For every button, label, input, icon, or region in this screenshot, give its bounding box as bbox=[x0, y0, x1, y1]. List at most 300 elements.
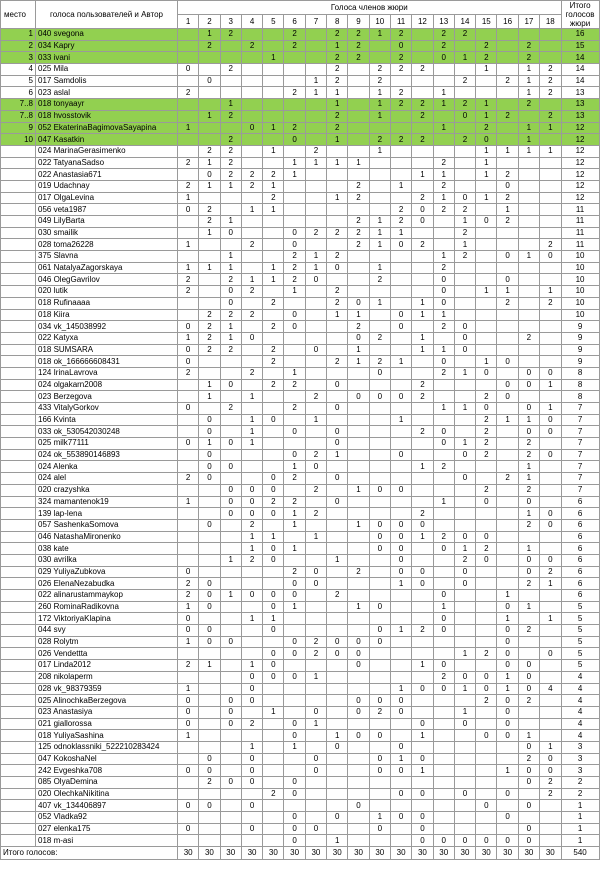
vote-cell: 0 bbox=[433, 835, 454, 847]
vote-cell bbox=[305, 52, 326, 64]
vote-cell bbox=[433, 332, 454, 344]
vote-cell: 2 bbox=[284, 473, 305, 485]
vote-cell bbox=[540, 192, 562, 204]
vote-cell: 1 bbox=[476, 356, 497, 368]
vote-cell bbox=[241, 449, 262, 461]
vote-cell bbox=[454, 636, 475, 648]
vote-cell: 1 bbox=[284, 169, 305, 181]
place-cell bbox=[1, 367, 36, 379]
header-judge: 16 bbox=[497, 15, 518, 29]
place-cell: 6 bbox=[1, 87, 36, 99]
vote-cell bbox=[284, 765, 305, 777]
vote-cell bbox=[348, 718, 369, 730]
vote-cell bbox=[327, 753, 348, 765]
vote-cell bbox=[540, 204, 562, 216]
vote-cell bbox=[327, 216, 348, 228]
vote-cell bbox=[518, 812, 539, 824]
vote-cell bbox=[390, 648, 411, 660]
vote-cell bbox=[220, 800, 241, 812]
vote-cell bbox=[476, 75, 497, 87]
table-row bbox=[1, 180, 600, 192]
vote-cell bbox=[412, 496, 433, 508]
vote-cell bbox=[390, 438, 411, 450]
vote-cell: 1 bbox=[412, 531, 433, 543]
place-cell bbox=[1, 414, 36, 426]
vote-cell bbox=[178, 216, 199, 228]
place-cell: 3 bbox=[1, 52, 36, 64]
vote-cell: 0 bbox=[518, 403, 539, 415]
vote-cell: 0 bbox=[199, 75, 220, 87]
vote-cell: 2 bbox=[348, 566, 369, 578]
vote-cell bbox=[518, 216, 539, 228]
vote-cell: 2 bbox=[518, 695, 539, 707]
vote-cell bbox=[433, 741, 454, 753]
vote-cell bbox=[327, 344, 348, 356]
vote-cell: 1 bbox=[263, 613, 284, 625]
header-judge: 6 bbox=[284, 15, 305, 29]
vote-cell: 0 bbox=[284, 636, 305, 648]
vote-cell: 2 bbox=[390, 216, 411, 228]
vote-cell bbox=[497, 64, 518, 76]
vote-cell: 2 bbox=[348, 40, 369, 52]
vote-cell bbox=[433, 391, 454, 403]
vote-cell: 1 bbox=[305, 671, 326, 683]
footer-total-cell: 540 bbox=[561, 847, 599, 860]
vote-cell bbox=[241, 706, 262, 718]
vote-cell: 1 bbox=[241, 613, 262, 625]
vote-cell: 1 bbox=[178, 192, 199, 204]
total-cell: 2 bbox=[561, 788, 599, 800]
vote-cell bbox=[199, 496, 220, 508]
vote-cell bbox=[390, 508, 411, 520]
vote-cell bbox=[348, 765, 369, 777]
place-cell: 1 bbox=[1, 29, 36, 41]
vote-cell bbox=[540, 590, 562, 602]
vote-cell: 0 bbox=[284, 227, 305, 239]
vote-cell: 2 bbox=[412, 391, 433, 403]
vote-cell bbox=[199, 566, 220, 578]
vote-cell: 1 bbox=[305, 531, 326, 543]
vote-cell: 2 bbox=[433, 671, 454, 683]
vote-cell bbox=[540, 660, 562, 672]
vote-cell bbox=[476, 613, 497, 625]
vote-cell: 0 bbox=[241, 496, 262, 508]
vote-cell bbox=[454, 730, 475, 742]
vote-cell bbox=[540, 216, 562, 228]
vote-cell bbox=[540, 99, 562, 111]
vote-cell bbox=[518, 262, 539, 274]
vote-cell bbox=[220, 648, 241, 660]
vote-cell: 1 bbox=[348, 356, 369, 368]
vote-cell: 2 bbox=[305, 636, 326, 648]
vote-cell: 0 bbox=[263, 625, 284, 637]
total-cell: 16 bbox=[561, 29, 599, 41]
vote-cell bbox=[412, 122, 433, 134]
vote-cell bbox=[454, 601, 475, 613]
vote-cell: 0 bbox=[540, 765, 562, 777]
author-cell: 026 Vendettta bbox=[36, 648, 178, 660]
vote-cell: 0 bbox=[454, 449, 475, 461]
vote-cell bbox=[305, 239, 326, 251]
table-row bbox=[1, 122, 600, 134]
vote-cell bbox=[433, 777, 454, 789]
vote-cell bbox=[369, 286, 390, 298]
vote-cell: 0 bbox=[284, 321, 305, 333]
vote-cell bbox=[220, 578, 241, 590]
vote-cell: 0 bbox=[263, 590, 284, 602]
vote-cell bbox=[433, 519, 454, 531]
vote-cell bbox=[284, 625, 305, 637]
vote-cell bbox=[369, 473, 390, 485]
vote-cell bbox=[390, 169, 411, 181]
vote-cell bbox=[497, 426, 518, 438]
vote-cell bbox=[199, 251, 220, 263]
vote-cell bbox=[390, 777, 411, 789]
vote-cell: 0 bbox=[497, 835, 518, 847]
vote-cell bbox=[390, 636, 411, 648]
place-cell: 10 bbox=[1, 134, 36, 146]
vote-cell bbox=[241, 356, 262, 368]
vote-cell: 1 bbox=[178, 332, 199, 344]
vote-cell bbox=[476, 251, 497, 263]
vote-cell: 0 bbox=[284, 730, 305, 742]
vote-cell bbox=[241, 64, 262, 76]
vote-cell: 0 bbox=[412, 788, 433, 800]
vote-cell bbox=[476, 788, 497, 800]
vote-cell bbox=[241, 145, 262, 157]
vote-cell: 2 bbox=[369, 75, 390, 87]
vote-cell bbox=[369, 590, 390, 602]
vote-cell bbox=[263, 519, 284, 531]
vote-cell bbox=[540, 835, 562, 847]
vote-cell bbox=[412, 590, 433, 602]
vote-cell: 1 bbox=[284, 508, 305, 520]
vote-cell: 2 bbox=[497, 192, 518, 204]
vote-cell bbox=[241, 835, 262, 847]
place-cell bbox=[1, 543, 36, 555]
vote-cell bbox=[497, 800, 518, 812]
total-cell: 5 bbox=[561, 601, 599, 613]
vote-cell bbox=[433, 566, 454, 578]
vote-cell bbox=[369, 379, 390, 391]
vote-cell: 0 bbox=[433, 613, 454, 625]
vote-cell: 2 bbox=[518, 578, 539, 590]
vote-cell: 2 bbox=[454, 134, 475, 146]
author-cell: 260 RominaRadikovna bbox=[36, 601, 178, 613]
table-row bbox=[1, 590, 600, 602]
vote-cell bbox=[433, 753, 454, 765]
vote-cell bbox=[327, 414, 348, 426]
vote-cell bbox=[369, 309, 390, 321]
vote-cell: 2 bbox=[390, 87, 411, 99]
vote-cell: 1 bbox=[327, 134, 348, 146]
vote-cell bbox=[540, 52, 562, 64]
vote-cell bbox=[433, 636, 454, 648]
vote-cell bbox=[497, 344, 518, 356]
vote-cell bbox=[497, 461, 518, 473]
header-judge: 9 bbox=[348, 15, 369, 29]
vote-cell bbox=[412, 636, 433, 648]
vote-cell: 2 bbox=[348, 216, 369, 228]
vote-cell: 1 bbox=[518, 543, 539, 555]
vote-cell bbox=[284, 216, 305, 228]
vote-cell bbox=[454, 496, 475, 508]
total-cell: 12 bbox=[561, 122, 599, 134]
total-cell: 5 bbox=[561, 648, 599, 660]
vote-cell: 0 bbox=[220, 636, 241, 648]
vote-cell bbox=[348, 87, 369, 99]
header-total-line1: Итого bbox=[569, 1, 591, 10]
vote-cell: 0 bbox=[390, 531, 411, 543]
table-row bbox=[1, 134, 600, 146]
vote-cell: 2 bbox=[305, 484, 326, 496]
vote-cell bbox=[284, 531, 305, 543]
vote-cell: 0 bbox=[327, 438, 348, 450]
vote-cell: 2 bbox=[497, 473, 518, 485]
vote-cell: 2 bbox=[518, 52, 539, 64]
vote-cell bbox=[412, 180, 433, 192]
author-cell: 047 Kasatkin bbox=[36, 134, 178, 146]
total-cell: 3 bbox=[561, 765, 599, 777]
author-cell: 024 MarinaGerasimenko bbox=[36, 145, 178, 157]
vote-cell bbox=[284, 99, 305, 111]
total-cell: 13 bbox=[561, 87, 599, 99]
vote-cell: 2 bbox=[178, 274, 199, 286]
vote-cell bbox=[241, 788, 262, 800]
place-cell bbox=[1, 286, 36, 298]
vote-cell bbox=[305, 321, 326, 333]
vote-cell bbox=[454, 145, 475, 157]
total-cell: 5 bbox=[561, 613, 599, 625]
vote-cell bbox=[284, 438, 305, 450]
total-cell: 10 bbox=[561, 251, 599, 263]
vote-cell: 1 bbox=[241, 391, 262, 403]
footer-vote-cell: 30 bbox=[369, 847, 390, 860]
total-cell: 7 bbox=[561, 414, 599, 426]
vote-cell: 0 bbox=[241, 683, 262, 695]
vote-cell bbox=[390, 110, 411, 122]
vote-cell: 0 bbox=[305, 765, 326, 777]
vote-cell: 2 bbox=[220, 64, 241, 76]
table-row bbox=[1, 438, 600, 450]
vote-cell bbox=[497, 29, 518, 41]
vote-cell bbox=[178, 753, 199, 765]
vote-cell: 0 bbox=[241, 671, 262, 683]
vote-cell bbox=[454, 286, 475, 298]
vote-cell: 1 bbox=[454, 683, 475, 695]
vote-cell bbox=[327, 578, 348, 590]
vote-cell: 2 bbox=[390, 134, 411, 146]
vote-cell bbox=[369, 204, 390, 216]
vote-cell: 1 bbox=[327, 449, 348, 461]
vote-cell bbox=[476, 765, 497, 777]
vote-cell bbox=[369, 660, 390, 672]
vote-cell bbox=[220, 75, 241, 87]
vote-cell: 0 bbox=[178, 64, 199, 76]
vote-cell bbox=[369, 122, 390, 134]
total-cell: 7 bbox=[561, 426, 599, 438]
vote-cell bbox=[348, 753, 369, 765]
vote-cell: 1 bbox=[412, 660, 433, 672]
vote-cell: 2 bbox=[284, 262, 305, 274]
vote-cell: 2 bbox=[199, 321, 220, 333]
vote-cell: 0 bbox=[497, 251, 518, 263]
vote-cell: 2 bbox=[284, 274, 305, 286]
vote-cell: 1 bbox=[305, 414, 326, 426]
author-cell: 061 NatalyaZagorskaya bbox=[36, 262, 178, 274]
vote-cell: 0 bbox=[518, 777, 539, 789]
vote-cell: 2 bbox=[518, 332, 539, 344]
vote-cell: 2 bbox=[263, 344, 284, 356]
vote-cell: 2 bbox=[284, 40, 305, 52]
vote-cell bbox=[433, 812, 454, 824]
vote-cell bbox=[178, 648, 199, 660]
vote-cell bbox=[454, 508, 475, 520]
vote-cell: 1 bbox=[348, 519, 369, 531]
vote-cell bbox=[263, 286, 284, 298]
footer-vote-cell: 30 bbox=[433, 847, 454, 860]
vote-cell: 1 bbox=[241, 438, 262, 450]
total-cell: 10 bbox=[561, 262, 599, 274]
vote-cell bbox=[327, 823, 348, 835]
table-row bbox=[1, 835, 600, 847]
vote-cell bbox=[241, 297, 262, 309]
vote-cell bbox=[433, 145, 454, 157]
vote-cell: 0 bbox=[433, 660, 454, 672]
vote-cell bbox=[348, 64, 369, 76]
vote-cell bbox=[476, 636, 497, 648]
vote-cell bbox=[390, 496, 411, 508]
vote-cell bbox=[390, 601, 411, 613]
vote-cell: 0 bbox=[518, 379, 539, 391]
vote-cell: 2 bbox=[284, 379, 305, 391]
vote-cell: 1 bbox=[220, 262, 241, 274]
vote-cell bbox=[540, 438, 562, 450]
vote-cell: 0 bbox=[497, 718, 518, 730]
vote-cell bbox=[390, 823, 411, 835]
vote-cell bbox=[220, 122, 241, 134]
place-cell bbox=[1, 426, 36, 438]
vote-cell bbox=[263, 683, 284, 695]
vote-cell: 1 bbox=[476, 64, 497, 76]
author-cell: 022 TatyanaSadso bbox=[36, 157, 178, 169]
author-cell: 017 Samdolis bbox=[36, 75, 178, 87]
vote-cell bbox=[348, 531, 369, 543]
vote-cell: 0 bbox=[199, 473, 220, 485]
author-cell: 375 Slavna bbox=[36, 251, 178, 263]
vote-cell: 2 bbox=[412, 64, 433, 76]
vote-cell bbox=[518, 613, 539, 625]
table-row bbox=[1, 192, 600, 204]
vote-cell: 0 bbox=[369, 753, 390, 765]
vote-cell bbox=[178, 251, 199, 263]
vote-cell: 0 bbox=[540, 554, 562, 566]
vote-cell bbox=[433, 473, 454, 485]
vote-cell: 0 bbox=[199, 765, 220, 777]
vote-cell bbox=[540, 625, 562, 637]
vote-cell: 0 bbox=[390, 765, 411, 777]
vote-cell: 0 bbox=[369, 823, 390, 835]
vote-cell: 2 bbox=[263, 356, 284, 368]
vote-cell bbox=[199, 356, 220, 368]
vote-cell bbox=[540, 823, 562, 835]
vote-cell bbox=[305, 110, 326, 122]
author-cell: 033 ivani bbox=[36, 52, 178, 64]
vote-cell: 0 bbox=[241, 777, 262, 789]
vote-cell bbox=[476, 274, 497, 286]
vote-cell: 1 bbox=[327, 99, 348, 111]
table-row bbox=[1, 508, 600, 520]
place-cell: 4 bbox=[1, 64, 36, 76]
vote-cell: 2 bbox=[327, 356, 348, 368]
vote-cell bbox=[433, 239, 454, 251]
vote-cell bbox=[305, 800, 326, 812]
vote-cell: 1 bbox=[263, 531, 284, 543]
author-cell: 017 Linda2012 bbox=[36, 660, 178, 672]
vote-cell bbox=[263, 157, 284, 169]
table-row bbox=[1, 262, 600, 274]
vote-cell: 0 bbox=[305, 753, 326, 765]
vote-cell: 2 bbox=[390, 29, 411, 41]
vote-cell: 2 bbox=[412, 239, 433, 251]
vote-cell bbox=[178, 554, 199, 566]
vote-cell bbox=[220, 823, 241, 835]
vote-cell bbox=[263, 823, 284, 835]
place-cell bbox=[1, 239, 36, 251]
vote-cell: 1 bbox=[327, 192, 348, 204]
author-cell: 024 alel bbox=[36, 473, 178, 485]
vote-cell bbox=[390, 426, 411, 438]
vote-cell: 0 bbox=[369, 484, 390, 496]
vote-cell: 0 bbox=[433, 297, 454, 309]
footer-vote-cell: 30 bbox=[348, 847, 369, 860]
vote-cell bbox=[241, 578, 262, 590]
total-cell: 12 bbox=[561, 192, 599, 204]
place-cell bbox=[1, 636, 36, 648]
total-cell: 6 bbox=[561, 566, 599, 578]
vote-cell bbox=[348, 543, 369, 555]
vote-cell bbox=[327, 204, 348, 216]
vote-cell bbox=[263, 332, 284, 344]
place-cell bbox=[1, 660, 36, 672]
vote-cell: 0 bbox=[241, 484, 262, 496]
vote-cell: 0 bbox=[348, 660, 369, 672]
vote-cell: 2 bbox=[241, 239, 262, 251]
total-cell: 12 bbox=[561, 180, 599, 192]
vote-cell bbox=[540, 531, 562, 543]
vote-cell: 0 bbox=[390, 449, 411, 461]
vote-cell bbox=[369, 566, 390, 578]
vote-cell bbox=[497, 496, 518, 508]
vote-cell bbox=[476, 239, 497, 251]
vote-cell bbox=[497, 578, 518, 590]
vote-cell bbox=[305, 543, 326, 555]
vote-cell: 1 bbox=[178, 262, 199, 274]
vote-cell: 0 bbox=[518, 367, 539, 379]
vote-cell: 2 bbox=[284, 566, 305, 578]
vote-cell: 1 bbox=[390, 227, 411, 239]
author-cell: 023 Anastasiya bbox=[36, 706, 178, 718]
vote-cell: 2 bbox=[348, 180, 369, 192]
vote-cell: 0 bbox=[412, 823, 433, 835]
vote-cell bbox=[454, 414, 475, 426]
place-cell bbox=[1, 823, 36, 835]
vote-cell: 2 bbox=[369, 64, 390, 76]
vote-cell bbox=[327, 695, 348, 707]
vote-cell bbox=[284, 332, 305, 344]
table-row bbox=[1, 671, 600, 683]
vote-cell bbox=[433, 578, 454, 590]
